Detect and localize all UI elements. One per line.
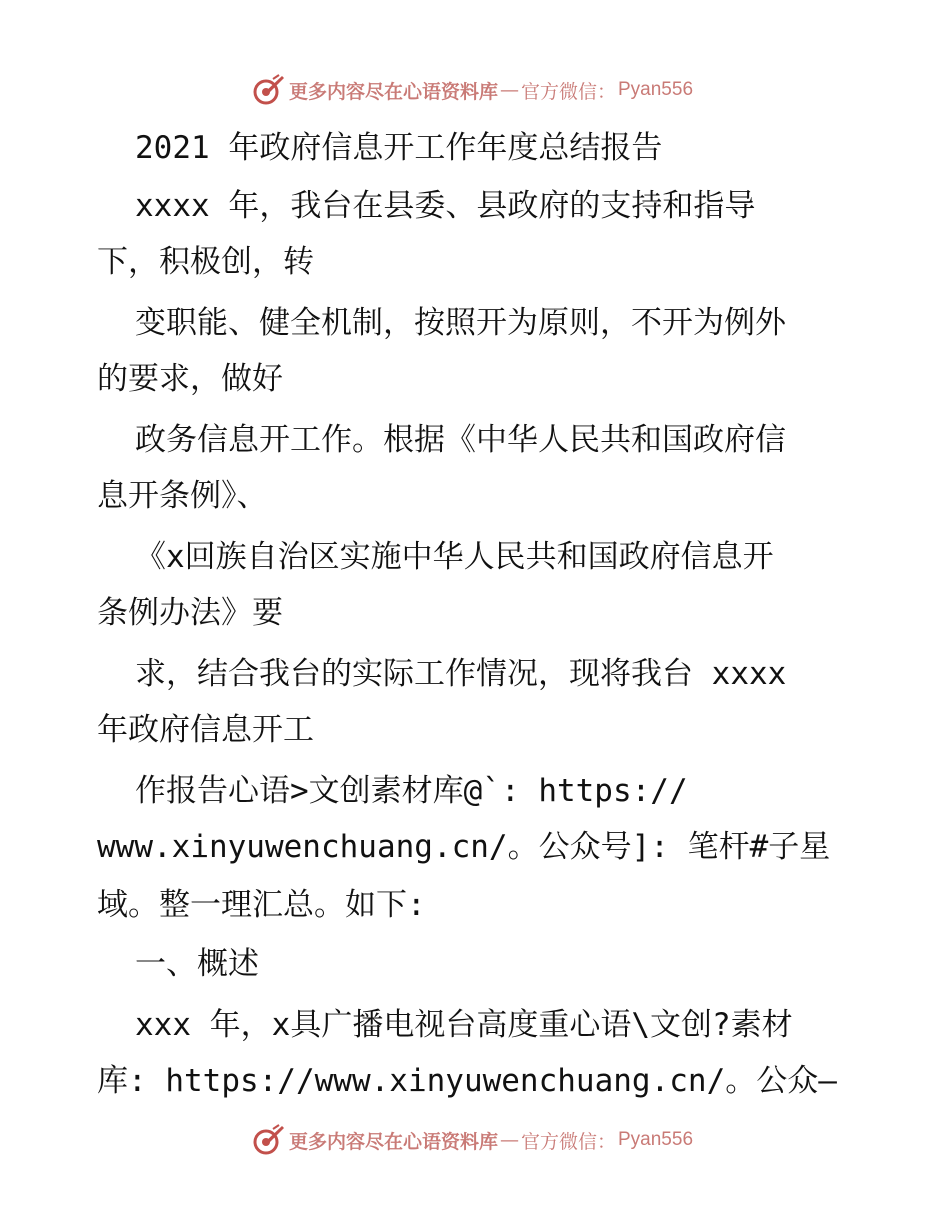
paragraph-line: 作报告心语>文创素材库@`: https://	[135, 773, 688, 809]
watermark-official-label: 官方微信：	[520, 80, 616, 103]
paragraph-line: 下，积极创，转	[97, 244, 314, 280]
footer-watermark	[0, 1122, 950, 1158]
watermark-wechat-id: Pyan556	[618, 79, 694, 100]
watermark-main-text: 更多内容尽在心语资料库	[288, 80, 498, 103]
watermark-official-label: 官方微信：	[520, 1130, 616, 1153]
watermark-dash: —	[499, 1129, 519, 1151]
paragraph-line: 库: https://www.xinyuwenchuang.cn/。公众—	[97, 1063, 837, 1099]
paragraph-line: 《x回族自治区实施中华人民共和国政府信息开	[135, 539, 774, 575]
paragraph-line: 域。整一理汇总。如下:	[97, 887, 426, 923]
paragraph-line: 的要求，做好	[97, 361, 283, 397]
quill-logo-icon	[251, 73, 285, 107]
watermark-dash: —	[499, 79, 519, 101]
watermark-wechat-id: Pyan556	[618, 1129, 694, 1150]
document-title: 2021 年政府信息开工作年度总结报告	[135, 130, 663, 166]
paragraph-line: 变职能、健全机制，按照开为原则，不开为例外	[135, 305, 786, 341]
paragraph-line: 政务信息开工作。根据《中华人民共和国政府信	[135, 422, 786, 458]
paragraph-line: 年政府信息开工	[97, 712, 314, 748]
header-watermark	[0, 72, 950, 108]
paragraph-line: xxx 年，x具广播电视台高度重心语\文创?素材	[135, 1007, 793, 1043]
paragraph-line: 条例办法》要	[97, 595, 283, 631]
paragraph-line: 息开条例》、	[97, 478, 268, 514]
quill-logo-icon	[251, 1123, 285, 1157]
watermark-main-text: 更多内容尽在心语资料库	[288, 1130, 498, 1153]
paragraph-line: 求，结合我台的实际工作情况，现将我台 xxxx	[135, 656, 787, 692]
paragraph-line: www.xinyuwenchuang.cn/。公众号]: 笔杆#子星	[97, 829, 831, 865]
section-heading: 一、概述	[135, 946, 259, 982]
paragraph-line: xxxx 年，我台在县委、县政府的支持和指导	[135, 188, 756, 224]
